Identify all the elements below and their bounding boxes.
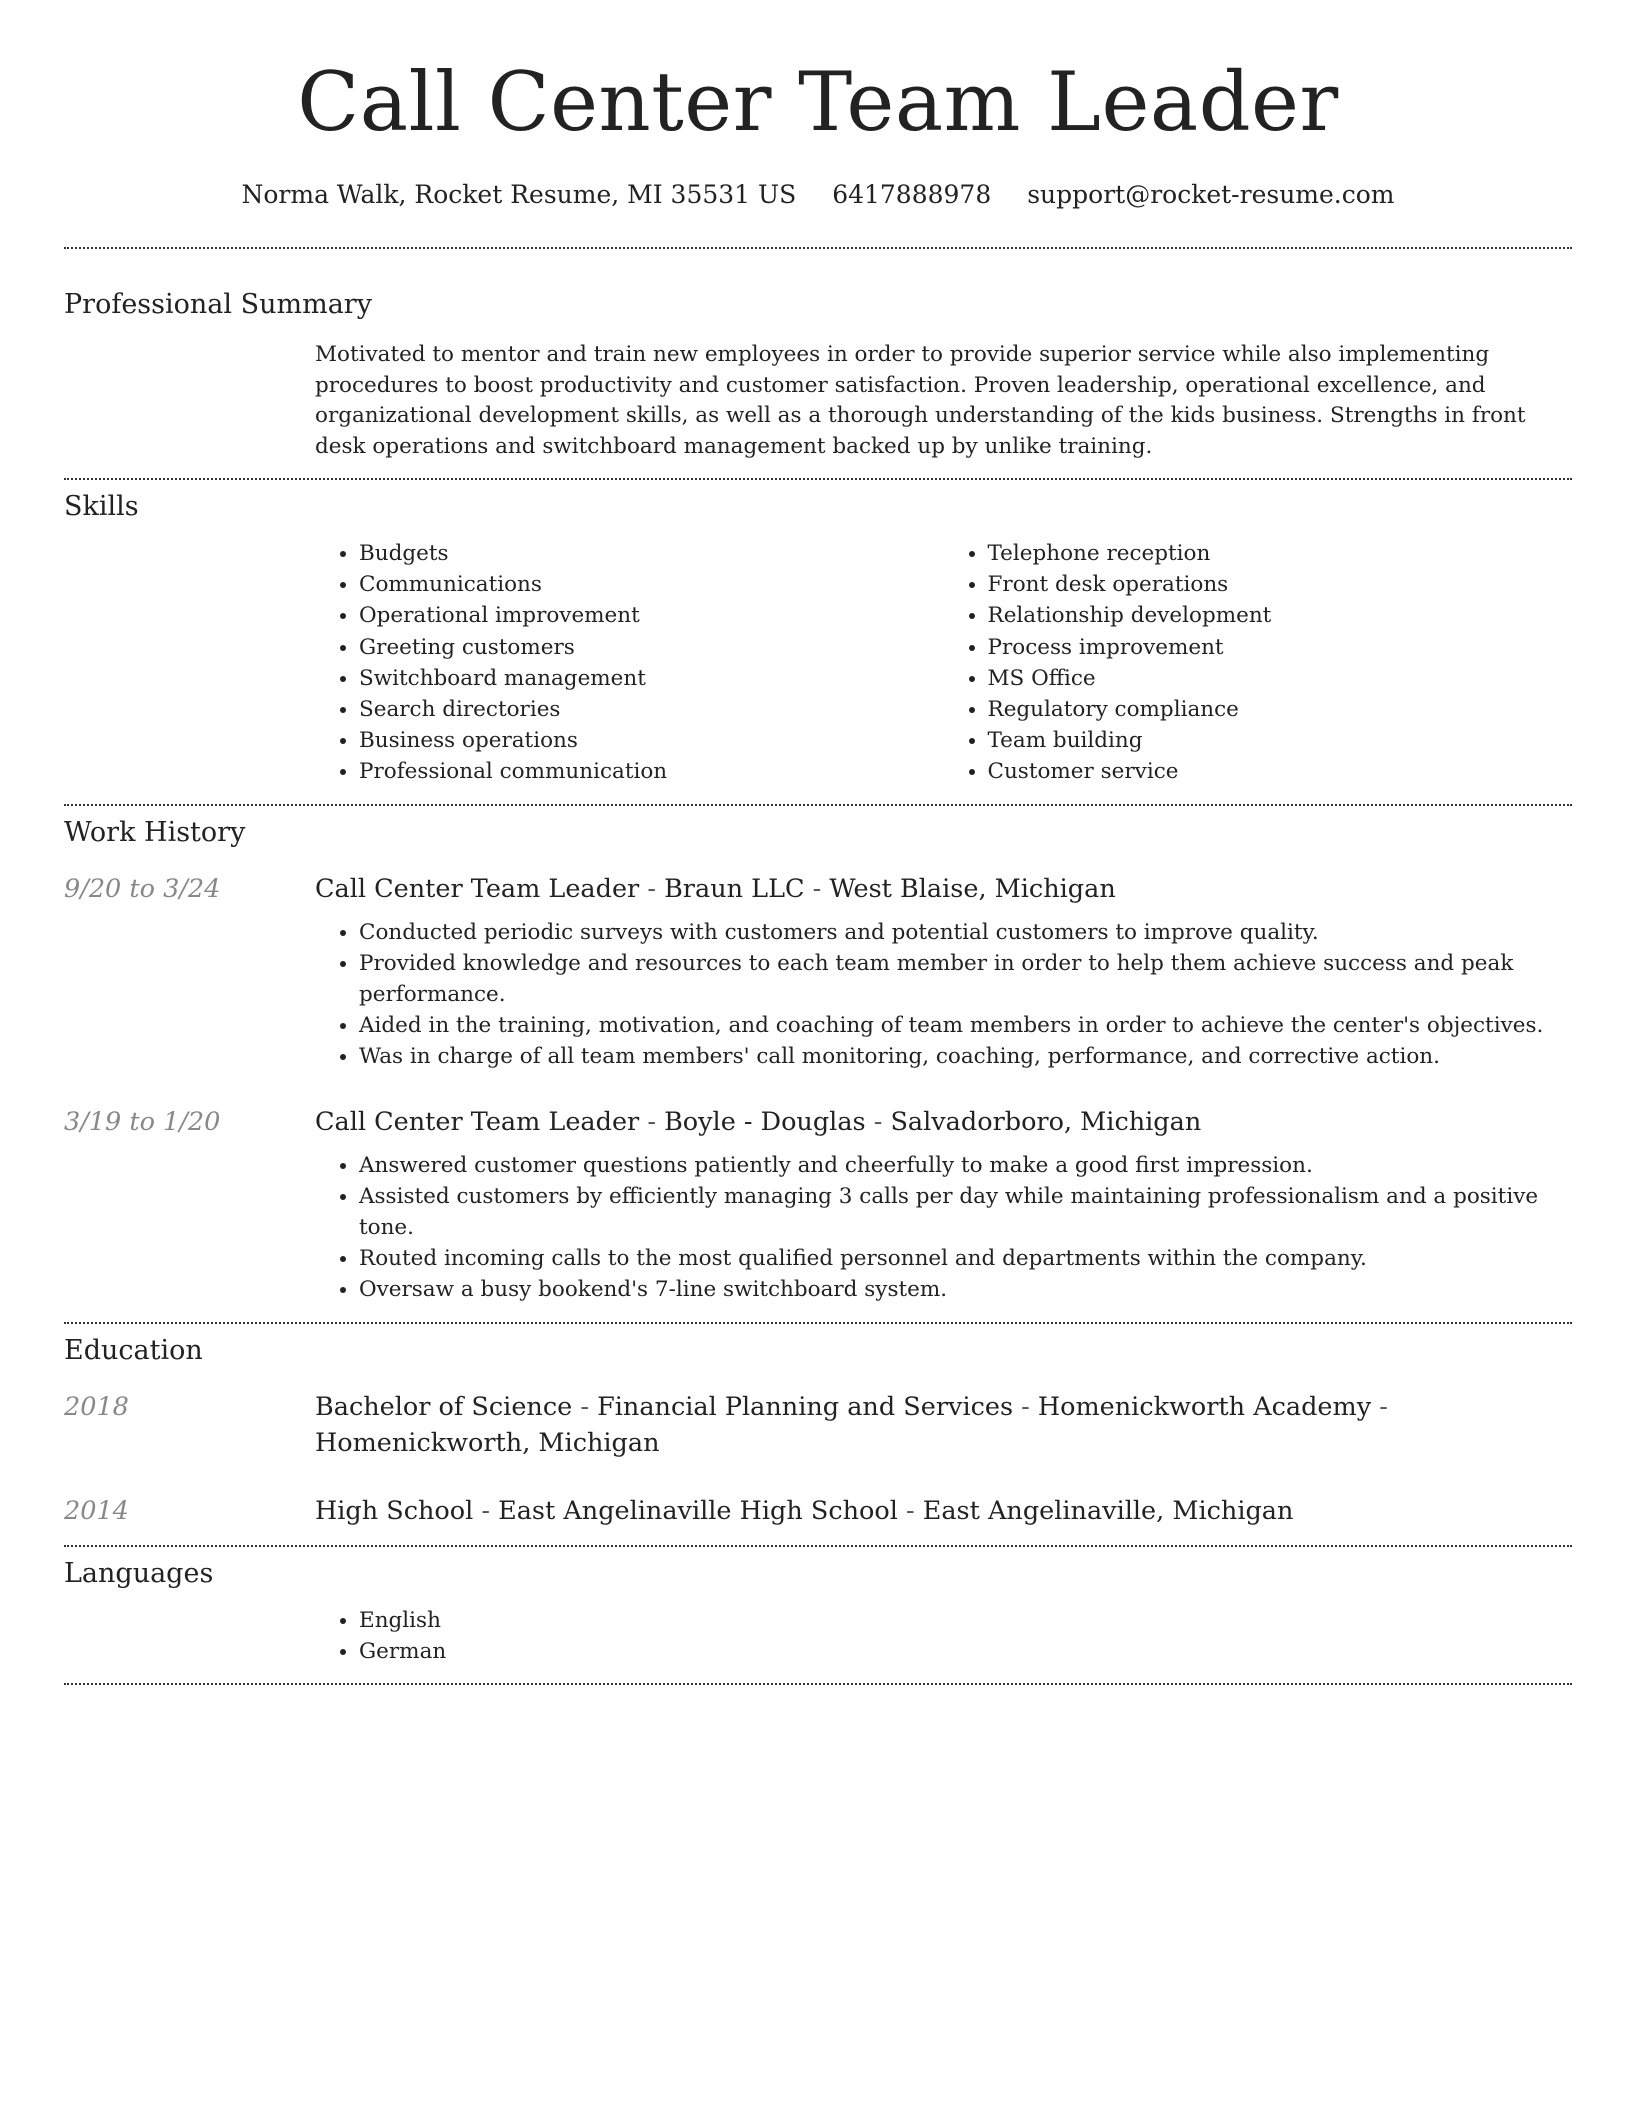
job-bullet: • Answered customer questions patiently and cheerfully to make a good first impression. bbox=[359, 1150, 1572, 1181]
job-role: Call Center Team Leader bbox=[315, 873, 640, 904]
work-section bbox=[64, 806, 1572, 1306]
education-entry bbox=[64, 1389, 1572, 1461]
job-company: Braun LLC bbox=[664, 873, 805, 904]
resume-header bbox=[64, 0, 1572, 212]
job-dates: 9/20 to 3/24 bbox=[64, 873, 221, 904]
languages-heading: Languages bbox=[64, 1557, 214, 1589]
skill-item: • Search directories bbox=[359, 694, 944, 725]
summary-section bbox=[64, 249, 1572, 462]
job-entry bbox=[64, 871, 1572, 1073]
skill-item: • Relationship development bbox=[988, 600, 1573, 631]
section-divider bbox=[64, 1683, 1572, 1685]
summary-heading: Professional Summary bbox=[64, 289, 372, 320]
job-bullet: • Conducted periodic surveys with customers and potential customers to improve quality. bbox=[359, 917, 1572, 948]
job-bullet: • Provided knowledge and resources to each team member in order to help them achieve success and peak performance. bbox=[359, 948, 1572, 1010]
skill-item: • Switchboard management bbox=[359, 663, 944, 694]
education-location: East Angelinaville, Michigan bbox=[922, 1495, 1294, 1526]
contact-phone: 6417888978 bbox=[832, 180, 992, 209]
job-heading: Call Center Team Leader - Braun LLC - West Blaise, Michigan bbox=[315, 873, 1116, 904]
education-school: Homenickworth Academy bbox=[1037, 1391, 1372, 1422]
job-bullet: • Was in charge of all team members' call monitoring, coaching, performance, and corrective action. bbox=[359, 1041, 1572, 1072]
education-school: East Angelinaville High School bbox=[498, 1495, 898, 1526]
skill-item: • Business operations bbox=[359, 725, 944, 756]
skill-item: • Process improvement bbox=[988, 632, 1573, 663]
contact-email: support@rocket-resume.com bbox=[1027, 180, 1395, 209]
education-year: 2018 bbox=[64, 1391, 129, 1422]
education-degree: High School bbox=[315, 1495, 474, 1526]
education-location: Homenickworth, Michigan bbox=[315, 1427, 660, 1458]
skill-item: • Professional communication bbox=[359, 756, 944, 787]
job-bullet: • Oversaw a busy bookend's 7-line switchboard system. bbox=[359, 1274, 1572, 1305]
language-item: • German bbox=[359, 1636, 1572, 1667]
job-body bbox=[315, 1104, 1572, 1306]
education-section bbox=[64, 1324, 1572, 1529]
job-bullet: • Assisted customers by efficiently managing 3 calls per day while maintaining professionalism and a positive tone. bbox=[359, 1181, 1572, 1243]
job-bullet: • Aided in the training, motivation, and coaching of team members in order to achieve the center's objectives. bbox=[359, 1010, 1572, 1041]
resume-title: Call Center Team Leader bbox=[297, 56, 1339, 150]
education-field: Financial Planning and Services bbox=[597, 1391, 1014, 1422]
summary-text: Motivated to mentor and train new employees in order to provide superior service while also implementing procedures to boost productivity and customer satisfaction. Proven leadership, operational excellence, and organizational development skills, as well as a thorough understanding of the kids business. Strengths in front desk operations and switchboard management backed up by unlike training. bbox=[315, 342, 1526, 459]
languages-content bbox=[315, 1605, 1572, 1667]
job-heading: Call Center Team Leader - Boyle - Douglas - Salvadorboro, Michigan bbox=[315, 1106, 1202, 1137]
job-location: Salvadorboro, Michigan bbox=[890, 1106, 1202, 1137]
skill-item: • Communications bbox=[359, 569, 944, 600]
contact-address: Norma Walk, Rocket Resume, MI 35531 US bbox=[241, 180, 797, 209]
resume-page bbox=[64, 0, 1572, 1685]
skill-item: • MS Office bbox=[988, 663, 1573, 694]
job-bullets bbox=[315, 1150, 1572, 1306]
education-degree: Bachelor of Science bbox=[315, 1391, 573, 1422]
education-entry bbox=[64, 1493, 1572, 1529]
skill-item: • Greeting customers bbox=[359, 632, 944, 663]
job-location: West Blaise, Michigan bbox=[829, 873, 1116, 904]
job-bullet: • Routed incoming calls to the most qualified personnel and departments within the company. bbox=[359, 1243, 1572, 1274]
job-body bbox=[315, 871, 1572, 1073]
skill-item: • Operational improvement bbox=[359, 600, 944, 631]
skills-section bbox=[64, 480, 1572, 788]
education-heading-line: Bachelor of Science - Financial Planning and Services - Homenickworth Academy - Homenickworth, Michigan bbox=[315, 1391, 1388, 1458]
summary-content bbox=[315, 340, 1572, 462]
job-role: Call Center Team Leader bbox=[315, 1106, 640, 1137]
skills-heading: Skills bbox=[64, 491, 139, 522]
contact-line bbox=[64, 178, 1572, 212]
languages-section bbox=[64, 1547, 1572, 1667]
skills-list-right bbox=[944, 538, 1573, 788]
job-entry bbox=[64, 1104, 1572, 1306]
skills-columns bbox=[315, 538, 1572, 788]
education-heading-line: High School - East Angelinaville High School - East Angelinaville, Michigan bbox=[315, 1495, 1294, 1526]
skill-item: • Budgets bbox=[359, 538, 944, 569]
education-year: 2014 bbox=[64, 1495, 129, 1526]
job-bullets bbox=[315, 917, 1572, 1073]
skill-item: • Customer service bbox=[988, 756, 1573, 787]
job-dates: 3/19 to 1/20 bbox=[64, 1106, 221, 1137]
skills-list-left bbox=[315, 538, 944, 788]
skill-item: • Front desk operations bbox=[988, 569, 1573, 600]
skill-item: • Team building bbox=[988, 725, 1573, 756]
skill-item: • Telephone reception bbox=[988, 538, 1573, 569]
work-heading: Work History bbox=[64, 816, 246, 848]
job-company: Boyle - Douglas bbox=[664, 1106, 866, 1137]
skill-item: • Regulatory compliance bbox=[988, 694, 1573, 725]
education-heading: Education bbox=[64, 1334, 203, 1366]
language-item: • English bbox=[359, 1605, 1572, 1636]
languages-list bbox=[315, 1605, 1572, 1667]
